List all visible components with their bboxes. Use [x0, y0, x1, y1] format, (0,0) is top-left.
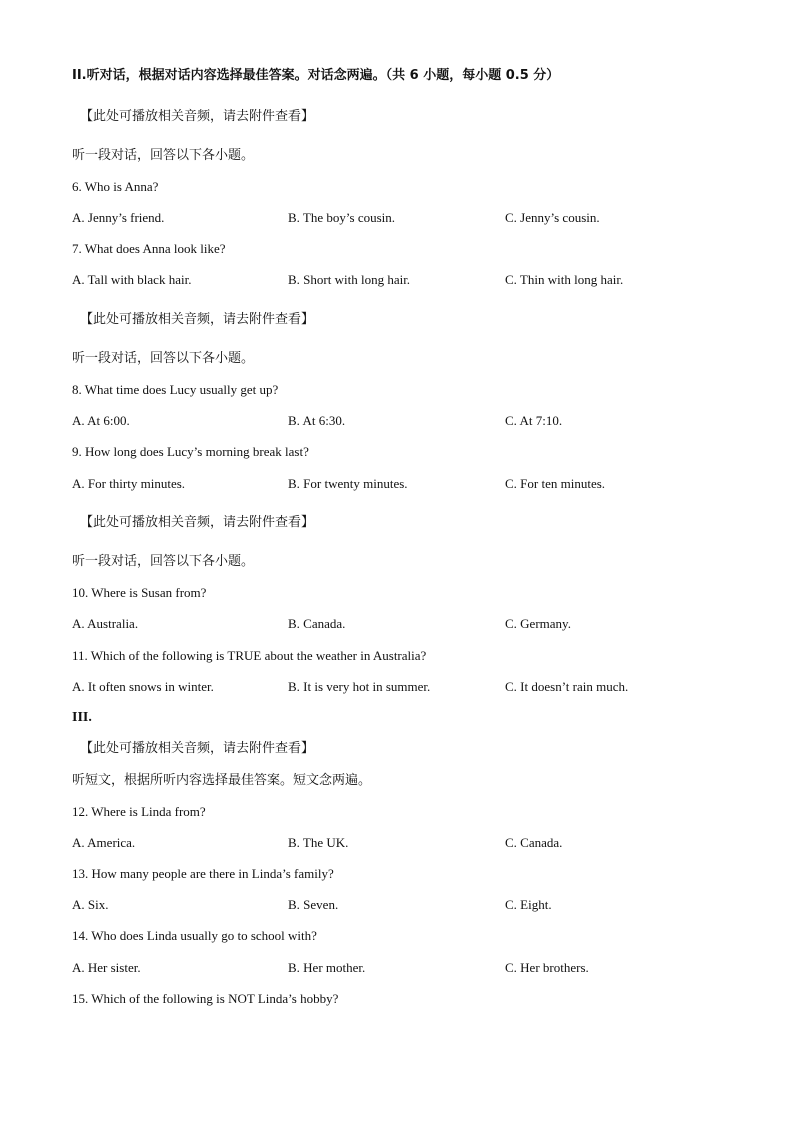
- option-b[interactable]: B. It is very hot in summer.: [288, 679, 431, 694]
- question-11: 11. Which of the following is TRUE about the weather in Australia?: [72, 648, 427, 663]
- option-a[interactable]: A. Tall with black hair.: [72, 272, 192, 287]
- option-a[interactable]: A. Six.: [72, 897, 109, 912]
- question-7: 7. What does Anna look like?: [72, 241, 226, 256]
- question-9: 9. How long does Lucy’s morning break last?: [72, 444, 309, 459]
- option-c[interactable]: C. For ten minutes.: [505, 476, 606, 491]
- instruction: 听一段对话，回答以下各小题。: [72, 351, 255, 366]
- option-c[interactable]: C. Canada.: [505, 835, 563, 850]
- option-b[interactable]: B. The UK.: [288, 835, 349, 850]
- question-6: 6. Who is Anna?: [72, 179, 159, 194]
- question-10: 10. Where is Susan from?: [72, 585, 207, 600]
- instruction: 听一段对话，回答以下各小题。: [72, 148, 255, 163]
- audio-note[interactable]: 【此处可播放相关音频，请去附件查看】: [80, 741, 315, 756]
- audio-note[interactable]: 【此处可播放相关音频，请去附件查看】: [80, 109, 315, 124]
- audio-note[interactable]: 【此处可播放相关音频，请去附件查看】: [80, 515, 315, 530]
- option-a[interactable]: A. For thirty minutes.: [72, 476, 186, 491]
- option-c[interactable]: C. At 7:10.: [505, 413, 563, 428]
- section-3-heading: III.: [72, 710, 92, 725]
- option-b[interactable]: B. Canada.: [288, 616, 346, 631]
- instruction: 听短文，根据所听内容选择最佳答案。短文念两遍。: [72, 773, 372, 788]
- option-a[interactable]: A. At 6:00.: [72, 413, 130, 428]
- option-a[interactable]: A. Jenny’s friend.: [72, 210, 165, 225]
- audio-note[interactable]: 【此处可播放相关音频，请去附件查看】: [80, 312, 315, 327]
- option-c[interactable]: C. Germany.: [505, 616, 571, 631]
- option-c[interactable]: C. Thin with long hair.: [505, 272, 624, 287]
- question-8: 8. What time does Lucy usually get up?: [72, 382, 279, 397]
- option-b[interactable]: B. Short with long hair.: [288, 272, 411, 287]
- question-13: 13. How many people are there in Linda’s family?: [72, 866, 334, 881]
- option-c[interactable]: C. It doesn’t rain much.: [505, 679, 629, 694]
- instruction: 听一段对话，回答以下各小题。: [72, 554, 255, 569]
- question-12: 12. Where is Linda from?: [72, 804, 206, 819]
- option-c[interactable]: C. Jenny’s cousin.: [505, 210, 600, 225]
- option-b[interactable]: B. At 6:30.: [288, 413, 346, 428]
- option-c[interactable]: C. Her brothers.: [505, 960, 589, 975]
- option-b[interactable]: B. Her mother.: [288, 960, 366, 975]
- option-a[interactable]: A. Australia.: [72, 616, 139, 631]
- option-a[interactable]: A. Her sister.: [72, 960, 141, 975]
- section-2-heading: II.听对话，根据对话内容选择最佳答案。对话念两遍。（共 6 小题，每小题 0.5 分）: [72, 68, 560, 83]
- option-b[interactable]: B. For twenty minutes.: [288, 476, 408, 491]
- option-a[interactable]: A. It often snows in winter.: [72, 679, 214, 694]
- option-b[interactable]: B. Seven.: [288, 897, 339, 912]
- question-15: 15. Which of the following is NOT Linda’s hobby?: [72, 991, 339, 1006]
- option-b[interactable]: B. The boy’s cousin.: [288, 210, 396, 225]
- option-a[interactable]: A. America.: [72, 835, 136, 850]
- option-c[interactable]: C. Eight.: [505, 897, 552, 912]
- question-14: 14. Who does Linda usually go to school with?: [72, 928, 317, 943]
